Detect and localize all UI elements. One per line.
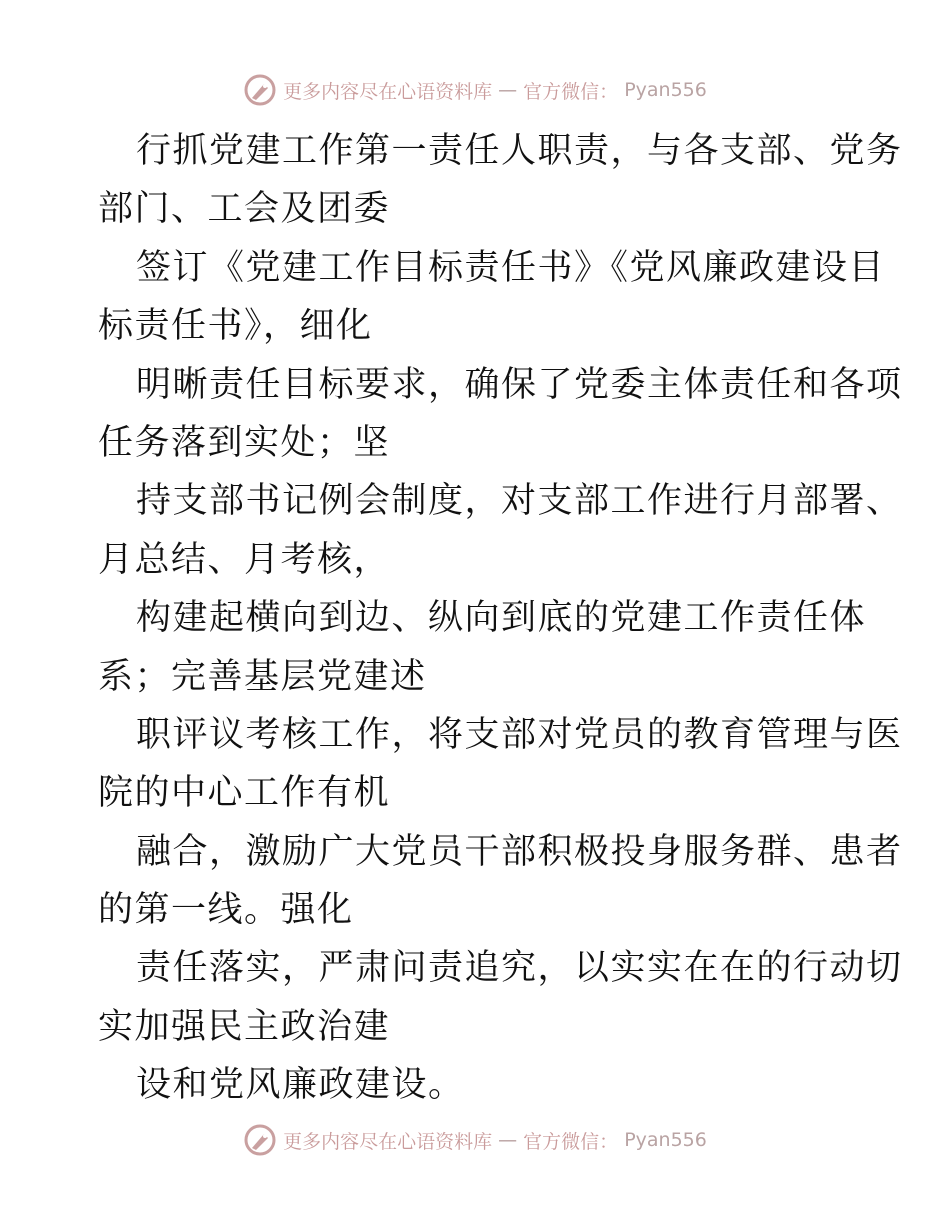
body-text-line: 设和党风廉政建设。 — [136, 1065, 465, 1106]
body-text-line: 签订《党建工作目标责任书》《党风廉政建设目 — [136, 247, 886, 288]
watermark-prefix: 更多内容尽在心语资料库 — [283, 80, 493, 103]
watermark-handle: Pyan556 — [624, 1129, 707, 1151]
body-text-line: 月总结、月考核， — [98, 539, 391, 580]
body-text-line: 部门、工会及团委 — [98, 189, 391, 230]
watermark-prefix: 更多内容尽在心语资料库 — [283, 1130, 493, 1153]
body-text-line: 标责任书》，细化 — [98, 306, 373, 347]
body-text-line: 构建起横向到边、纵向到底的党建工作责任体 — [136, 598, 867, 639]
body-text-line: 行抓党建工作第一责任人职责，与各支部、党务 — [136, 131, 903, 171]
watermark-handle: Pyan556 — [624, 79, 707, 101]
pen-nib-logo-icon — [243, 1123, 277, 1157]
pen-nib-logo-icon — [243, 73, 277, 107]
footer-watermark — [0, 1120, 950, 1160]
body-text-line: 责任落实，严肃问责追究，以实实在在的行动切 — [136, 948, 903, 989]
body-text-line: 持支部书记例会制度，对支部工作进行月部署、 — [136, 481, 903, 522]
body-text-line: 的第一线。强化 — [98, 890, 354, 931]
header-watermark — [0, 70, 950, 110]
body-text-line: 融合，激励广大党员干部积极投身服务群、患者 — [136, 831, 903, 872]
body-text-line: 明晰责任目标要求，确保了党委主体责任和各项 — [136, 364, 903, 405]
body-text-line: 任务落到实处；坚 — [98, 422, 391, 463]
body-text-line: 实加强民主政治建 — [98, 1006, 391, 1047]
body-text-line: 院的中心工作有机 — [98, 773, 391, 814]
body-text-line: 系；完善基层党建述 — [98, 656, 427, 697]
watermark-separator: — — [498, 79, 518, 101]
body-text-line: 职评议考核工作，将支部对党员的教育管理与医 — [136, 714, 903, 755]
watermark-suffix: 官方微信： — [523, 80, 619, 103]
document-body — [98, 122, 903, 1115]
watermark-suffix: 官方微信： — [523, 1130, 619, 1153]
watermark-separator: — — [498, 1129, 518, 1151]
